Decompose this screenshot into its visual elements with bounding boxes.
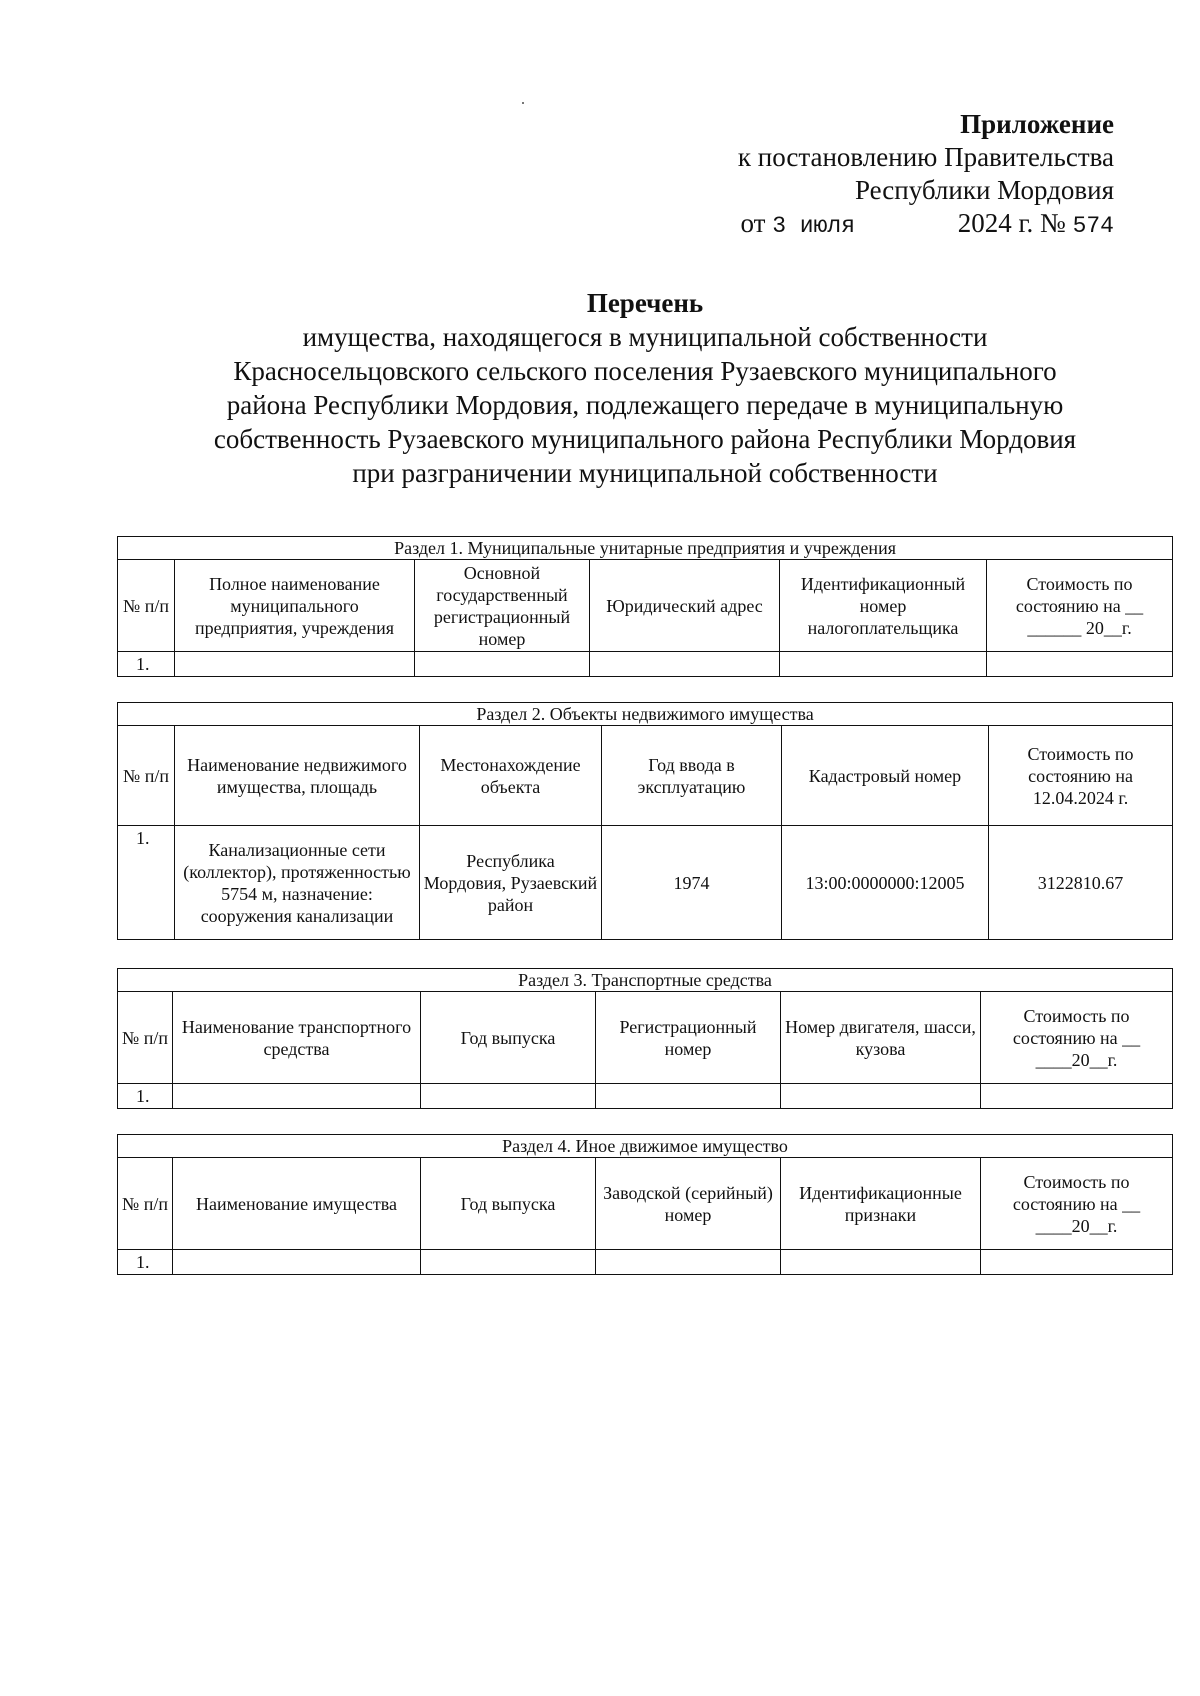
cell <box>421 1250 596 1275</box>
row-number: 1. <box>118 652 175 677</box>
cell <box>596 1250 781 1275</box>
col-value: Стоимость по состоянию на __ ____20__г. <box>981 992 1173 1084</box>
cell <box>173 1250 421 1275</box>
col-ogrn: Основной государственный регистрационный номер <box>415 560 590 652</box>
appendix-line-2: Республики Мордовия <box>854 175 1114 205</box>
cell <box>987 652 1173 677</box>
col-identification-features: Идентификационные признаки <box>781 1158 981 1250</box>
col-enterprise-name: Полное наименование муниципального предприятия, учреждения <box>175 560 415 652</box>
section-3-table <box>117 968 1173 1109</box>
col-vehicle-name: Наименование транспортного средства <box>173 992 421 1084</box>
cell <box>781 1084 981 1109</box>
col-value: Стоимость по состоянию на __ ____20__г. <box>981 1158 1173 1250</box>
section-3-title: Раздел 3. Транспортные средства <box>118 969 1173 992</box>
date-day-month: 3 июля <box>772 213 856 239</box>
col-cadastral-number: Кадастровый номер <box>782 726 989 826</box>
col-year-commissioned: Год ввода в эксплуатацию <box>602 726 782 826</box>
year-commissioned: 1974 <box>602 826 782 940</box>
col-location: Местонахождение объекта <box>420 726 602 826</box>
cell <box>590 652 780 677</box>
date-prefix: от <box>740 208 766 238</box>
section-4-title: Раздел 4. Иное движимое имущество <box>118 1135 1173 1158</box>
property-name: Канализационные сети (коллектор), протяженностью 5754 м, назначение: сооружения канализации <box>175 826 420 940</box>
subtitle-line: имущества, находящегося в муниципальной собственности <box>302 322 988 352</box>
table-row <box>118 652 1173 677</box>
row-number: 1. <box>118 1084 173 1109</box>
document-title: Перечень <box>586 288 704 318</box>
cell <box>981 1084 1173 1109</box>
section-2-title: Раздел 2. Объекты недвижимого имущества <box>118 703 1173 726</box>
date-year: 2024 г. № <box>957 208 1066 238</box>
subtitle-line: при разграничении муниципальной собственности <box>352 458 938 488</box>
appendix-header <box>738 108 1114 243</box>
section-2-table <box>117 702 1173 940</box>
col-property-name: Наименование имущества <box>173 1158 421 1250</box>
row-number: 1. <box>118 826 175 940</box>
cell <box>421 1084 596 1109</box>
cell <box>173 1084 421 1109</box>
cell <box>415 652 590 677</box>
appendix-date-line <box>738 207 1114 243</box>
cell <box>981 1250 1173 1275</box>
property-location: Республика Мордовия, Рузаевский район <box>420 826 602 940</box>
document-title-block <box>0 286 1200 490</box>
cell <box>175 652 415 677</box>
cell <box>781 1250 981 1275</box>
subtitle-line: района Республики Мордовия, подлежащего передаче в муниципальную <box>226 390 1064 420</box>
section-4-table <box>117 1134 1173 1275</box>
col-serial-number: Заводской (серийный) номер <box>596 1158 781 1250</box>
col-inn: Идентификационный номер налогоплательщика <box>780 560 987 652</box>
col-property-name: Наименование недвижимого имущества, площадь <box>175 726 420 826</box>
property-value: 3122810.67 <box>989 826 1173 940</box>
appendix-line-1: к постановлению Правительства <box>737 142 1114 172</box>
col-number: № п/п <box>118 992 173 1084</box>
col-number: № п/п <box>118 726 175 826</box>
subtitle-line: Красносельцовского сельского поселения Рузаевского муниципального <box>233 356 1057 386</box>
section-1-title: Раздел 1. Муниципальные унитарные предприятия и учреждения <box>118 537 1173 560</box>
table-row <box>118 1084 1173 1109</box>
subtitle-line: собственность Рузаевского муниципального района Республики Мордовия <box>213 424 1077 454</box>
col-year-made: Год выпуска <box>421 992 596 1084</box>
scan-dot <box>522 102 524 104</box>
section-1-table <box>117 536 1173 677</box>
col-number: № п/п <box>118 1158 173 1250</box>
table-row <box>118 826 1173 940</box>
cell <box>596 1084 781 1109</box>
col-number: № п/п <box>118 560 175 652</box>
table-row <box>118 1250 1173 1275</box>
cadastral-number: 13:00:0000000:12005 <box>782 826 989 940</box>
col-engine-chassis-body: Номер двигателя, шасси, кузова <box>781 992 981 1084</box>
decree-number: 574 <box>1072 213 1114 239</box>
appendix-title: Приложение <box>960 109 1114 139</box>
col-registration-number: Регистрационный номер <box>596 992 781 1084</box>
col-legal-address: Юридический адрес <box>590 560 780 652</box>
col-value: Стоимость по состоянию на 12.04.2024 г. <box>989 726 1173 826</box>
row-number: 1. <box>118 1250 173 1275</box>
cell <box>780 652 987 677</box>
col-value: Стоимость по состоянию на __ ______ 20__г. <box>987 560 1173 652</box>
col-year-made: Год выпуска <box>421 1158 596 1250</box>
